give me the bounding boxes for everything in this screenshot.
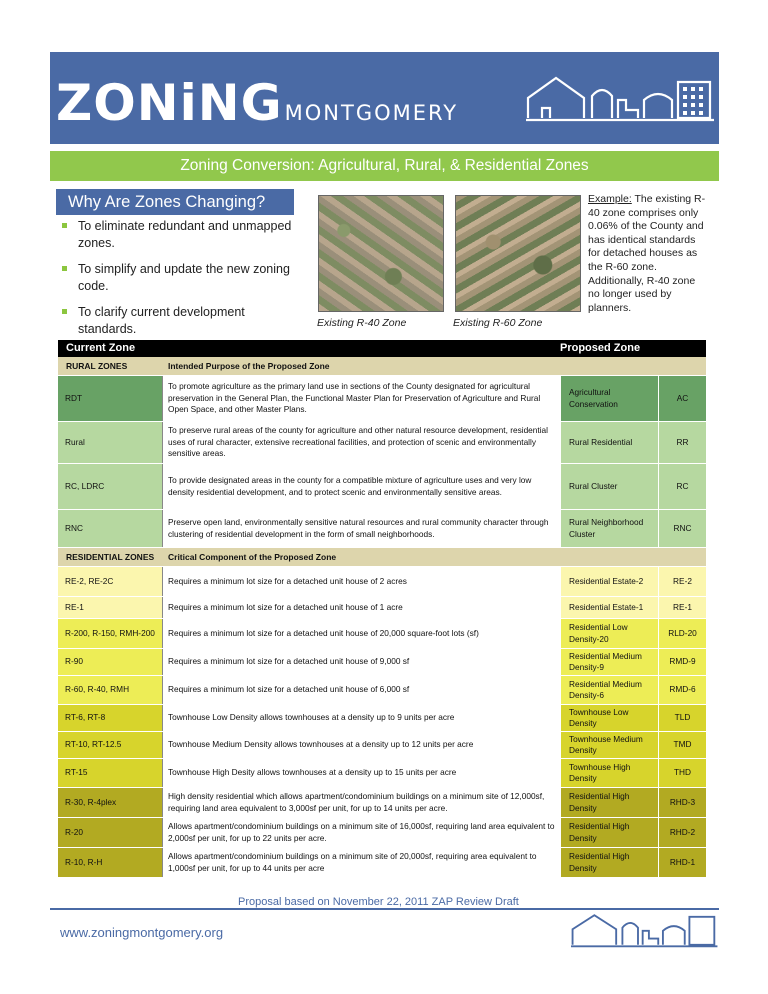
current-zone-cell: Rural <box>58 422 162 463</box>
purpose-cell: Requires a minimum lot size for a detached unit house of 2 acres <box>162 567 561 596</box>
current-zone-cell: RE-1 <box>58 597 162 618</box>
table-row <box>58 464 706 510</box>
current-zone-cell: RT-10, RT-12.5 <box>58 732 162 758</box>
current-zone-cell: R-200, R-150, RMH-200 <box>58 619 162 648</box>
table-row <box>58 649 706 676</box>
table-row <box>58 422 706 464</box>
table-row <box>58 597 706 619</box>
example-text: The existing R-40 zone comprises only 0.06% of the County and has identical standards for detached houses as the R-60 zone. Additionally, R-40 zone no longer used by planners. <box>588 193 706 314</box>
table-row <box>58 676 706 705</box>
zone-code-cell: RMD-9 <box>658 649 706 675</box>
zone-code-cell: RNC <box>658 510 706 547</box>
section-header-rural: RURAL ZONES Intended Purpose of the Proposed Zone <box>58 357 706 376</box>
table-row <box>58 759 706 788</box>
proposal-note: Proposal based on November 22, 2011 ZAP Review Draft <box>238 896 519 908</box>
header-current-zone: Current Zone <box>66 342 136 354</box>
example-note <box>588 193 706 315</box>
proposed-zone-cell: Rural Cluster <box>561 464 658 509</box>
proposed-zone-cell: Residential Low Density-20 <box>561 619 658 648</box>
zone-code-cell: RE-2 <box>658 567 706 596</box>
proposed-zone-cell: Rural Neighborhood Cluster <box>561 510 658 547</box>
skyline-footer-icon <box>571 912 719 948</box>
zone-code-cell: AC <box>658 376 706 421</box>
purpose-cell: Requires a minimum lot size for a detached unit house of 9,000 sf <box>162 649 561 675</box>
purpose-cell: Requires a minimum lot size for a detached unit house of 20,000 square-foot lots (sf) <box>162 619 561 648</box>
purpose-cell: Allows apartment/condominium buildings on a minimum site of 16,000sf, requiring land area equivalent to 2,000sf per unit, for up to 22 units per acre. <box>162 818 561 847</box>
zone-code-cell: RC <box>658 464 706 509</box>
purpose-cell: To promote agriculture as the primary land use in sections of the County designated for agricultural preservation in the General Plan, the Functional Master Plan for Preservation of Agriculture and Rural Open Space, and other Master Plans. <box>162 376 561 421</box>
bullet-icon <box>62 266 67 271</box>
table-header <box>58 340 706 357</box>
current-zone-cell: RNC <box>58 510 162 547</box>
page-subtitle: Zoning Conversion: Agricultural, Rural, & Residential Zones <box>50 151 719 181</box>
zone-code-cell: RHD-3 <box>658 788 706 817</box>
bullet-icon <box>62 223 67 228</box>
purpose-cell: Townhouse High Desity allows townhouses at a density up to 15 units per acre <box>162 759 561 787</box>
zone-code-cell: RMD-6 <box>658 676 706 704</box>
proposed-zone-cell: Townhouse High Density <box>561 759 658 787</box>
table-row <box>58 510 706 548</box>
purpose-cell: Townhouse Low Density allows townhouses at a density up to 9 units per acre <box>162 705 561 731</box>
logo-main: ZONiNG <box>56 74 283 132</box>
section-header-residential: RESIDENTIAL ZONES Critical Component of the Proposed Zone <box>58 548 706 567</box>
table-row <box>58 848 706 878</box>
purpose-cell: Requires a minimum lot size for a detached unit house of 6,000 sf <box>162 676 561 704</box>
purpose-cell: Requires a minimum lot size for a detached unit house of 1 acre <box>162 597 561 618</box>
proposed-zone-cell: Agricultural Conservation <box>561 376 658 421</box>
aerial-photo-r40 <box>318 195 444 312</box>
purpose-cell: To preserve rural areas of the county for agriculture and other natural resource development, residential uses of rural character, extensive recreational facilities, and protection of scenic and environmentally sensitive areas. <box>162 422 561 463</box>
current-zone-cell: R-20 <box>58 818 162 847</box>
logo-sub: MONTGOMERY <box>284 101 459 125</box>
skyline-icon <box>526 74 716 126</box>
why-heading: Why Are Zones Changing? <box>56 189 294 215</box>
purpose-cell: High density residential which allows apartment/condominium buildings on a minimum site of 12,000sf, requiring land area equivalent to 3,000sf per unit, for up to 14 units per acre. <box>162 788 561 817</box>
purpose-cell: Preserve open land, environmentally sensitive natural resources and rural community character through clustering of residential development in the form of small neighborhoods. <box>162 510 561 547</box>
why-bullet-list <box>62 218 302 347</box>
current-zone-cell: RDT <box>58 376 162 421</box>
example-label: Example: <box>588 193 632 205</box>
purpose-cell: Allows apartment/condominium buildings on a minimum site of 20,000sf, requiring area equivalent to 1,000sf per unit, for up to 44 units per acre <box>162 848 561 877</box>
zone-code-cell: RHD-1 <box>658 848 706 877</box>
current-zone-cell: R-90 <box>58 649 162 675</box>
residential-rows <box>58 567 706 878</box>
aerial-photo-r60 <box>455 195 581 312</box>
list-item: To eliminate redundant and unmapped zones. <box>62 218 302 252</box>
header-proposed-zone: Proposed Zone <box>560 342 641 354</box>
zone-code-cell: RE-1 <box>658 597 706 618</box>
zone-code-cell: THD <box>658 759 706 787</box>
proposed-zone-cell: Residential High Density <box>561 788 658 817</box>
table-row <box>58 818 706 848</box>
table-row <box>58 567 706 597</box>
proposed-zone-cell: Townhouse Low Density <box>561 705 658 731</box>
proposed-zone-cell: Residential Medium Density-9 <box>561 649 658 675</box>
current-zone-cell: RE-2, RE-2C <box>58 567 162 596</box>
photo-caption-r40: Existing R-40 Zone <box>317 317 407 329</box>
header-banner <box>50 52 719 144</box>
proposed-zone-cell: Residential High Density <box>561 818 658 847</box>
proposed-zone-cell: Residential Estate-1 <box>561 597 658 618</box>
proposed-zone-cell: Residential Estate-2 <box>561 567 658 596</box>
purpose-cell: To provide designated areas in the county for a compatible mixture of agriculture uses and very low density residential development, and to protect scenic and environmentally sensitive areas. <box>162 464 561 509</box>
current-zone-cell: RT-6, RT-8 <box>58 705 162 731</box>
zone-code-cell: RLD-20 <box>658 619 706 648</box>
rural-rows <box>58 376 706 548</box>
list-item: To clarify current development standards. <box>62 304 302 338</box>
footer-url: www.zoningmontgomery.org <box>60 925 224 940</box>
bullet-icon <box>62 309 67 314</box>
zone-code-cell: RHD-2 <box>658 818 706 847</box>
zone-code-cell: TMD <box>658 732 706 758</box>
footer-divider <box>50 908 719 910</box>
zone-code-cell: RR <box>658 422 706 463</box>
zone-conversion-table <box>58 340 706 878</box>
table-row <box>58 788 706 818</box>
logo <box>56 76 458 140</box>
proposed-zone-cell: Residential Medium Density-6 <box>561 676 658 704</box>
table-row <box>58 376 706 422</box>
table-row <box>58 619 706 649</box>
proposed-zone-cell: Townhouse Medium Density <box>561 732 658 758</box>
current-zone-cell: R-60, R-40, RMH <box>58 676 162 704</box>
purpose-cell: Townhouse Medium Density allows townhouses at a density up to 12 units per acre <box>162 732 561 758</box>
current-zone-cell: R-10, R-H <box>58 848 162 877</box>
table-row <box>58 732 706 759</box>
current-zone-cell: RC, LDRC <box>58 464 162 509</box>
current-zone-cell: R-30, R-4plex <box>58 788 162 817</box>
list-item: To simplify and update the new zoning code. <box>62 261 302 295</box>
proposed-zone-cell: Rural Residential <box>561 422 658 463</box>
table-row <box>58 705 706 732</box>
proposed-zone-cell: Residential High Density <box>561 848 658 877</box>
photo-caption-r60: Existing R-60 Zone <box>453 317 543 329</box>
current-zone-cell: RT-15 <box>58 759 162 787</box>
zone-code-cell: TLD <box>658 705 706 731</box>
